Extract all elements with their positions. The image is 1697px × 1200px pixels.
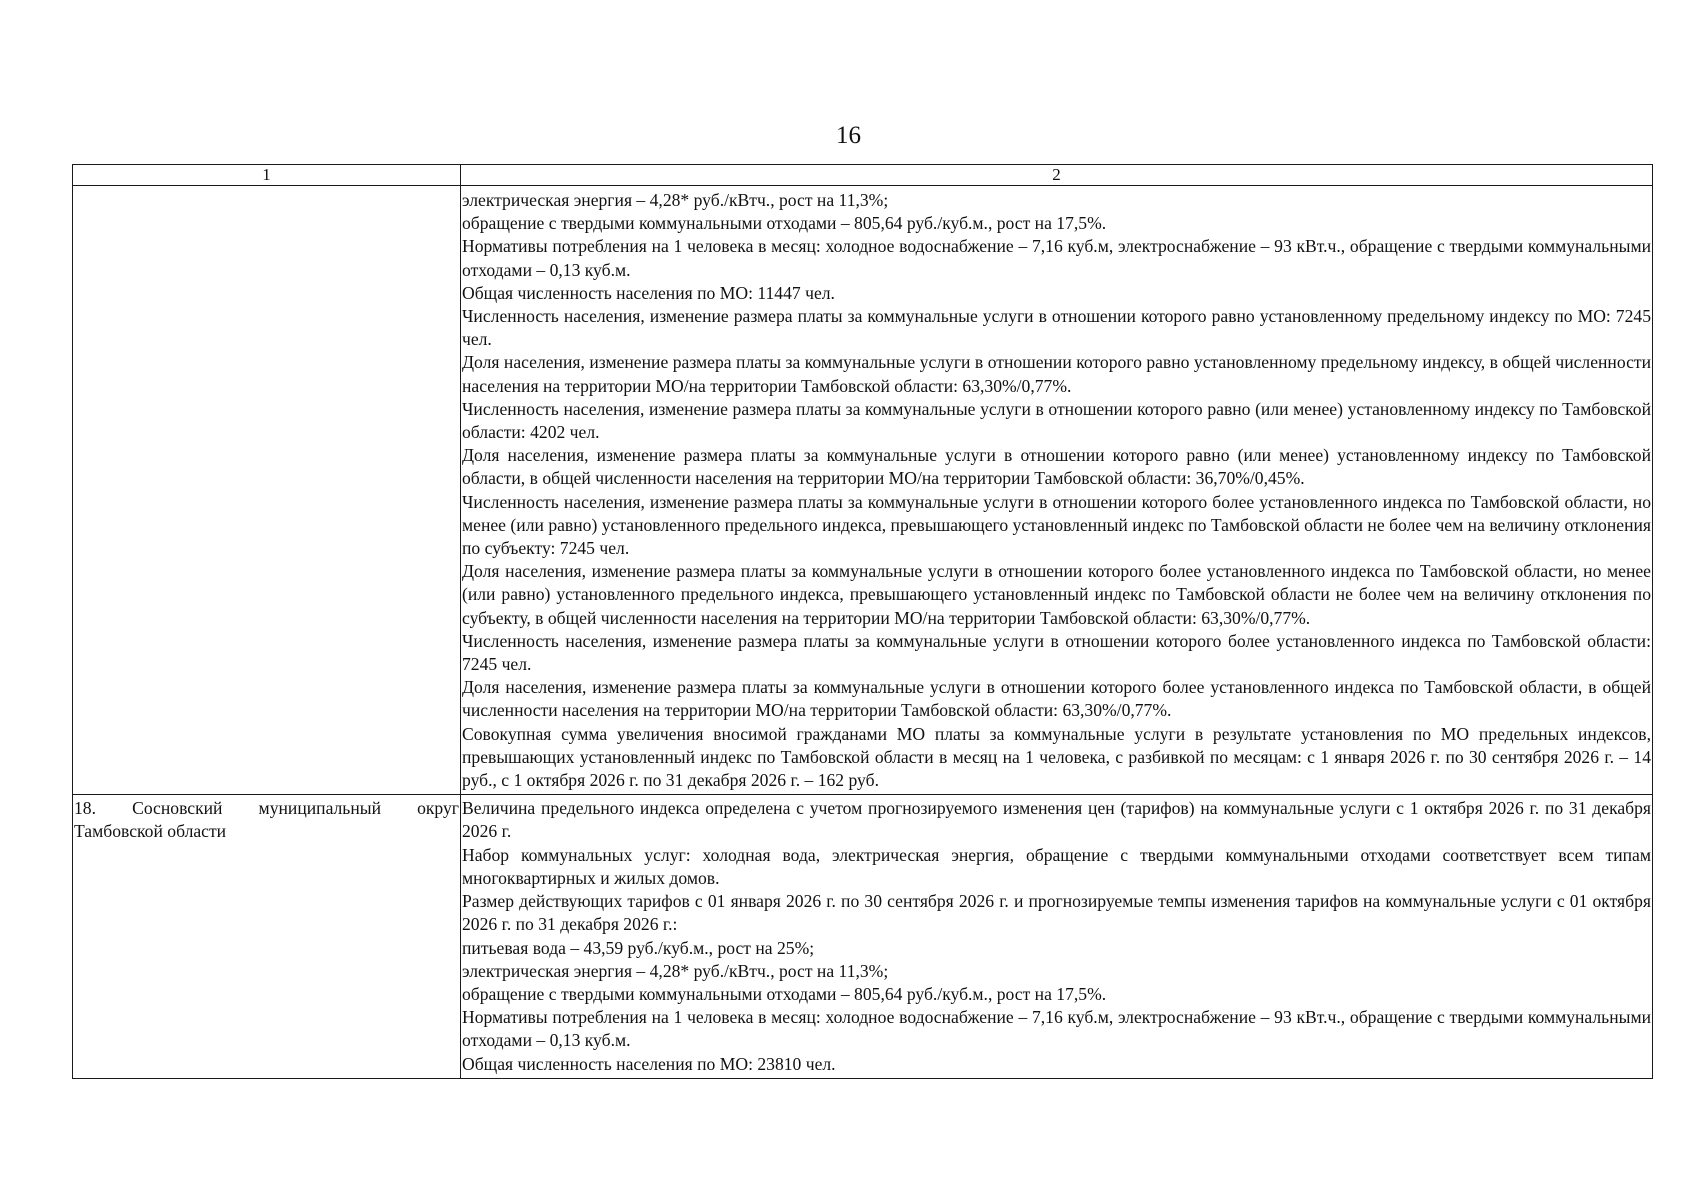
paragraph: Численность населения, изменение размера платы за коммунальные услуги в отношении которого равно установленному предельному индексу по МО: 7245 чел. bbox=[462, 306, 1651, 350]
table-header-row bbox=[73, 165, 1653, 186]
column-header-1: 1 bbox=[73, 165, 461, 186]
paragraph: Общая численность населения по МО: 11447 чел. bbox=[462, 282, 835, 303]
paragraph: Доля населения, изменение размера платы за коммунальные услуги в отношении которого равно (или менее) установленному индексу по Тамбовской области, в общей численности населения на территории МО/на территории Тамбовской области: 36,70%/0,45%. bbox=[462, 445, 1651, 489]
paragraph: электрическая энергия – 4,28* руб./кВтч., рост на 11,3%; bbox=[462, 960, 889, 981]
paragraph: Набор коммунальных услуг: холодная вода, электрическая энергия, обращение с твердыми коммунальными отходами соответствует всем типам многоквартирных и жилых домов. bbox=[462, 844, 1651, 888]
paragraph: обращение с твердыми коммунальными отходами – 805,64 руб./куб.м., рост на 17,5%. bbox=[462, 983, 1107, 1004]
paragraph: Общая численность населения по МО: 23810 чел. bbox=[462, 1053, 836, 1074]
paragraph: электрическая энергия – 4,28* руб./кВтч., рост на 11,3%; bbox=[462, 190, 889, 210]
page-number: 16 bbox=[836, 122, 861, 149]
municipality-name-line: 18. Сосновский муниципальный округ bbox=[74, 798, 459, 819]
table-cell-details bbox=[461, 186, 1653, 795]
column-header-2: 2 bbox=[461, 165, 1653, 186]
paragraph: Нормативы потребления на 1 человека в месяц: холодное водоснабжение – 7,16 куб.м, электроснабжение – 93 кВт.ч., обращение с твердыми коммунальными отходами – 0,13 куб.м. bbox=[462, 236, 1651, 280]
paragraph: Численность населения, изменение размера платы за коммунальные услуги в отношении которого более установленного индекса по Тамбовской области, но менее (или равно) установленного предельного индекса, превышающего установленный индекс по Тамбовской области не более чем на величину отклонения по субъекту: 7245 чел. bbox=[462, 491, 1651, 559]
paragraph: обращение с твердыми коммунальными отходами – 805,64 руб./куб.м., рост на 17,5%. bbox=[462, 213, 1107, 234]
paragraph: Численность населения, изменение размера платы за коммунальные услуги в отношении которого более установленного индекса по Тамбовской области: 7245 чел. bbox=[462, 630, 1651, 675]
municipality-region-line: Тамбовской области bbox=[74, 821, 227, 842]
document-table bbox=[72, 164, 1653, 1079]
table-cell-municipality bbox=[73, 795, 461, 1078]
paragraph: Доля населения, изменение размера платы за коммунальные услуги в отношении которого более установленного индекса по Тамбовской области, в общей численности населения на территории МО/на территории Тамбовской области: 63,30%/0,77%. bbox=[462, 677, 1651, 721]
paragraph: Численность населения, изменение размера платы за коммунальные услуги в отношении которого равно (или менее) установленному индексу по Тамбовской области: 4202 чел. bbox=[462, 398, 1651, 443]
paragraph: Доля населения, изменение размера платы за коммунальные услуги в отношении которого более установленного индекса по Тамбовской области, но менее (или равно) установленного предельного индекса, превышающего установленный индекс по Тамбовской области не более чем на величину отклонения по субъекту, в общей численности населения на территории МО/на территории Тамбовской области: 63,30%/0,77%. bbox=[462, 561, 1651, 628]
table-cell-municipality bbox=[73, 186, 461, 795]
table-cell-details bbox=[461, 795, 1653, 1078]
table-row bbox=[73, 186, 1653, 795]
paragraph: Совокупная сумма увеличения вносимой гражданами МО платы за коммунальные услуги в результате установления по МО предельных индексов, превышающих установленный индекс по Тамбовской области в месяц на 1 человека, с разбивкой по месяцам: с 1 января 2026 г. по 30 сентября 2026 г. – 14 руб., с 1 октября 2026 г. по 31 декабря 2026 г. – 162 руб. bbox=[462, 723, 1651, 791]
paragraph: питьевая вода – 43,59 руб./куб.м., рост на 25%; bbox=[462, 937, 815, 958]
paragraph: Доля населения, изменение размера платы за коммунальные услуги в отношении которого равно установленному предельному индексу, в общей численности населения на территории МО/на территории Тамбовской области: 63,30%/0,77%. bbox=[462, 352, 1651, 396]
paragraph: Величина предельного индекса определена с учетом прогнозируемого изменения цен (тарифов) на коммунальные услуги с 1 октября 2026 г. по 31 декабря 2026 г. bbox=[462, 798, 1651, 842]
table-row bbox=[73, 795, 1653, 1078]
paragraph: Нормативы потребления на 1 человека в месяц: холодное водоснабжение – 7,16 куб.м, электроснабжение – 93 кВт.ч., обращение с твердыми коммунальными отходами – 0,13 куб.м. bbox=[462, 1007, 1651, 1051]
paragraph: Размер действующих тарифов с 01 января 2026 г. по 30 сентября 2026 г. и прогнозируемые темпы изменения тарифов на коммунальные услуги с 01 октября 2026 г. по 31 декабря 2026 г.: bbox=[462, 891, 1651, 935]
